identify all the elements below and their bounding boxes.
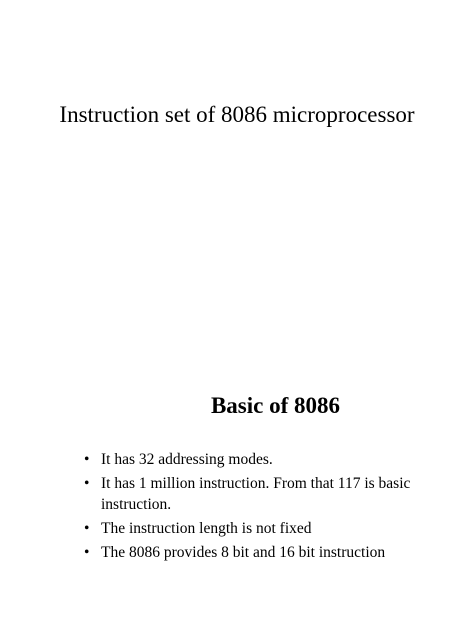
bullet-icon: • (84, 544, 90, 561)
list-item-text: It has 32 addressing modes. (101, 451, 273, 468)
list-item (84, 449, 444, 470)
section-heading: Basic of 8086 (210, 393, 341, 418)
bullet-icon: • (84, 475, 90, 492)
list-item (84, 473, 444, 515)
list-item-text: The 8086 provides 8 bit and 16 bit instruction (101, 544, 386, 561)
bullet-list (84, 449, 444, 566)
list-item-text: The instruction length is not fixed (101, 520, 312, 537)
page-title: Instruction set of 8086 microprocessor (59, 102, 415, 127)
list-item-text: It has 1 million instruction. From that 117 is basic instruction. (101, 475, 411, 513)
bullet-icon: • (84, 451, 90, 468)
list-item (84, 542, 444, 563)
list-item (84, 518, 444, 539)
bullet-icon: • (84, 520, 90, 537)
